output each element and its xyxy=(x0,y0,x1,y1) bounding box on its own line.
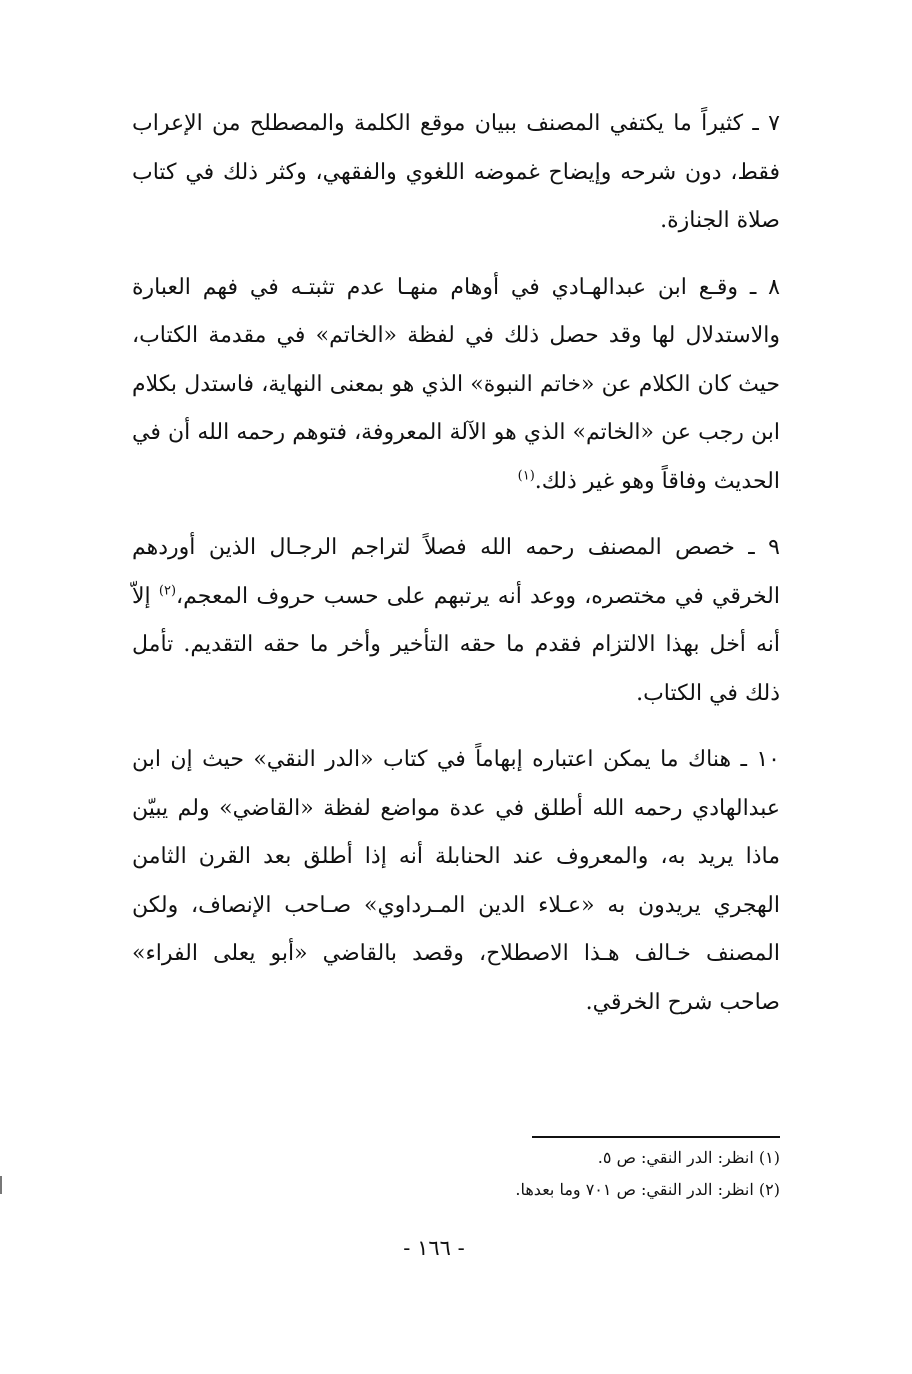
footnotes xyxy=(515,1136,780,1206)
paragraph-text: ٧ ـ كثيراً ما يكتفي المصنف ببيان موقع الكلمة والمصطلح من الإعراب فقط، دون شرحه وإيضاح غموضه اللغوي والفقهي، وكثر ذلك في كتاب صلاة الجنازة. xyxy=(132,111,780,233)
footnote-1: (١) انظر: الدر النقي: ص ٥. xyxy=(597,1148,780,1167)
paragraph-10 xyxy=(132,736,780,1027)
paragraph-7 xyxy=(132,100,780,246)
paragraph-8 xyxy=(132,264,780,507)
paragraph-9 xyxy=(132,524,780,718)
paragraph-text: ٨ ـ وقـع ابن عبدالهـادي في أوهام منهـا عدم تثبتـه في فهم العبارة والاستدلال لها وقد حصل ذلك في لفظة «الخاتم» في مقدمة الكتاب، حيث كان الكلام عن «خاتم النبوة» الذي هو بمعنى النهاية، فاستدل بكلام ابن رجب عن «الخاتم» الذي هو الآلة المعروفة، فتوهم رحمه الله أن في الحديث وفاقاً وهو غير ذلك. xyxy=(132,274,780,494)
footnote-ref-2[interactable]: (٢) xyxy=(158,583,177,599)
page-number: - ١٦٦ - xyxy=(403,1236,465,1260)
footnote-separator xyxy=(532,1136,780,1138)
footnote-2: (٢) انظر: الدر النقي: ص ٧٠١ وما بعدها. xyxy=(515,1180,780,1199)
paragraph-text: ١٠ ـ هناك ما يمكن اعتباره إبهاماً في كتاب «الدر النقي» حيث إن ابن عبدالهادي رحمه الله أطلق في عدة مواضع لفظة «القاضي» ولم يبيّن ماذا يريد به، والمعروف عند الحنابلة أنه إذا أطلق بعد القرن الثامن الهجري يريدون به «عـلاء الدين المـرداوي» صـاحب الإنصاف، ولكن المصنف خـالف هـذا الاصطلاح، وقصد بالقاضي «أبو يعلى الفراء» صاحب شرح الخرقي. xyxy=(132,747,780,1015)
paragraph-text: ٩ ـ خصص المصنف رحمه الله فصلاً لتراجم الرجـال الذين أوردهم الخرقي في مختصره، ووعد أنه يرتبهم على حسب حروف المعجم، xyxy=(132,535,780,609)
footnote-ref-1[interactable]: (١) xyxy=(517,468,535,484)
scan-edge-mark xyxy=(0,1176,2,1194)
body-text xyxy=(132,100,780,1045)
paragraph-text-continued: إلاّ أنه أخل بهذا الالتزام فقدم ما حقه التأخير وأخر ما حقه التقديم. تأمل ذلك في الكتاب. xyxy=(132,583,780,706)
